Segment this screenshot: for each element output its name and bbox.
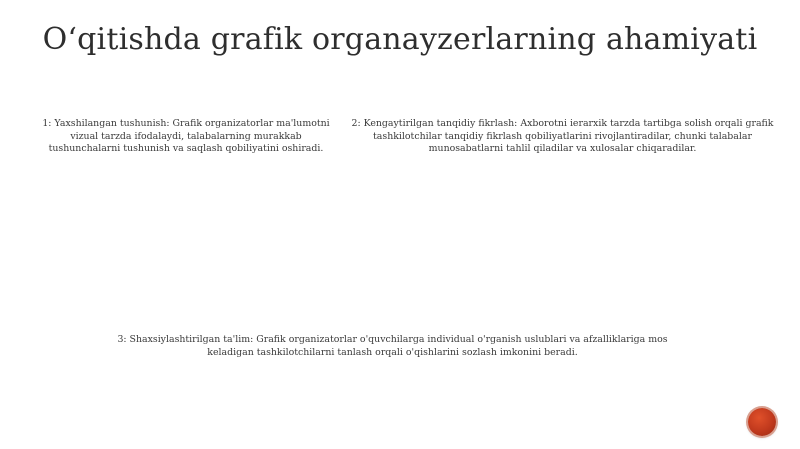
slide-title: O‘qitishda grafik organayzerlarning ahamiyati xyxy=(42,22,758,57)
point-2-text: 2: Kengaytirilgan tanqidiy fikrlash: Axborotni ierarxik tarzda tartibga solish orqali grafik tashkilotchilar tanqidiy fikrlash qobiliyatlarini rivojlantiradilar, chunki talabalar munosabatlarni tahlil qiladilar va xulosalar chiqaradilar. xyxy=(351,118,774,154)
point-1-text: 1: Yaxshilangan tushunish: Grafik organizatorlar ma'lumotni vizual tarzda ifodalaydi, talabalarning murakkab tushunchalarni tushunish va saqlash qobiliyatini oshiradi. xyxy=(42,118,330,154)
point-3-text: 3: Shaxsiylashtirilgan ta'lim: Grafik organizatorlar o'quvchilarga individual o'rganish uslublari va afzalliklariga mos keladigan tashkilotchilarni tanlash orqali o'qishlarini sozlash imkonini beradi. xyxy=(117,334,668,358)
circle-button-icon[interactable] xyxy=(748,408,776,436)
